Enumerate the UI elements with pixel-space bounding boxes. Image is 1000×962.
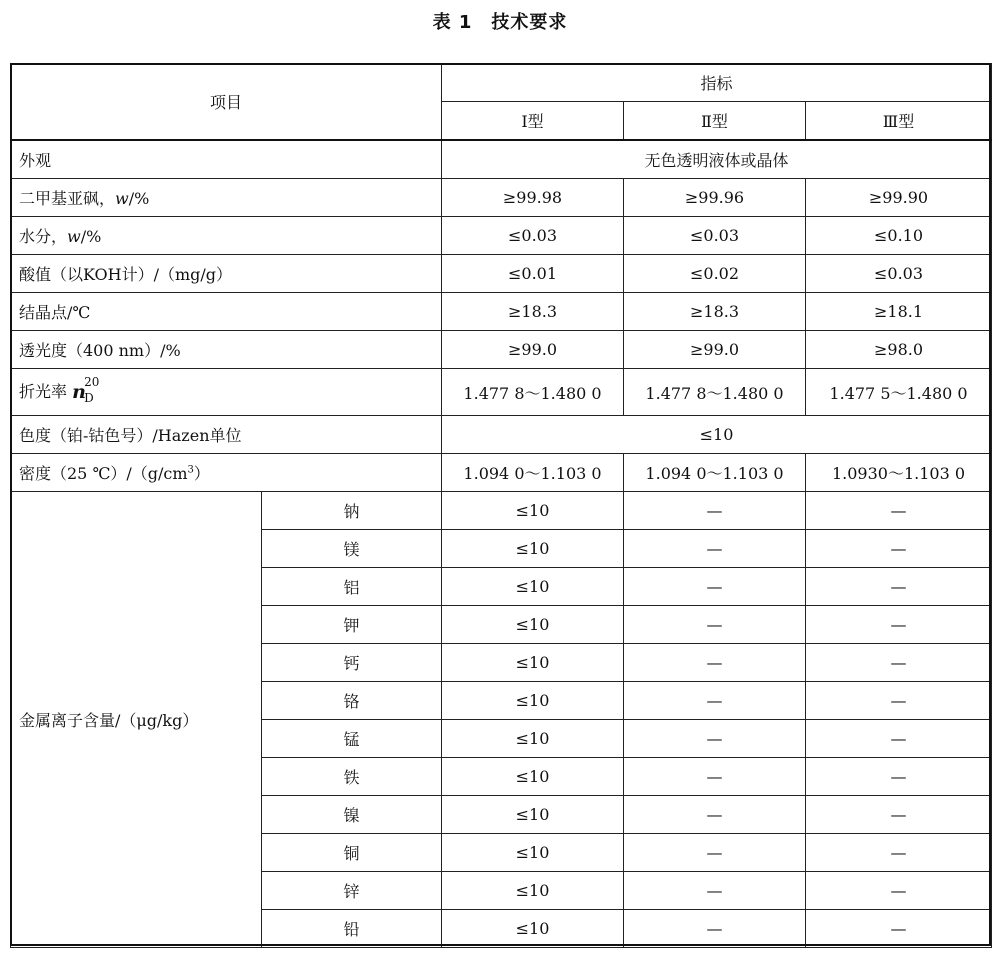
row-dmso xyxy=(11,179,992,217)
row-label: 色度（铂-钴色号）/Hazen单位 xyxy=(11,416,442,454)
value-type-1: ≤10 xyxy=(442,758,624,796)
value-type-3: — xyxy=(806,644,992,682)
value-type-2: ≥18.3 xyxy=(624,293,806,331)
value-type-3: — xyxy=(806,720,992,758)
value-type-3: ≥18.1 xyxy=(806,293,992,331)
value-type-1: ≤10 xyxy=(442,492,624,530)
value-type-1: ≥18.3 xyxy=(442,293,624,331)
value-type-3: 1.477 5～1.480 0 xyxy=(806,369,992,416)
row-crystal xyxy=(11,293,992,331)
value-type-1: 1.094 0～1.103 0 xyxy=(442,454,624,492)
value-type-2: ≤0.03 xyxy=(624,217,806,255)
metal-name: 铝 xyxy=(262,568,442,606)
metal-name: 锌 xyxy=(262,872,442,910)
row-label: 密度（25 $℃)/(g/cm^3)$ xyxy=(11,454,442,492)
value-type-2: — xyxy=(624,910,806,948)
header-type-3: Ⅲ型 xyxy=(806,102,992,141)
table-title: 表 1 技术要求 xyxy=(432,12,568,33)
metal-name: 镁 xyxy=(262,530,442,568)
value-type-2: ≥99.96 xyxy=(624,179,806,217)
value-type-2: — xyxy=(624,720,806,758)
metals-label: 金属离子含量/（μg/kg） xyxy=(11,492,262,948)
value-type-2: — xyxy=(624,682,806,720)
metal-name: 铜 xyxy=(262,834,442,872)
value-type-2: — xyxy=(624,568,806,606)
row-label: 结晶点/℃ xyxy=(11,293,442,331)
value-type-2: — xyxy=(624,872,806,910)
header-type-2: Ⅱ型 xyxy=(624,102,806,141)
row-density xyxy=(11,454,992,492)
metal-name: 铬 xyxy=(262,682,442,720)
value-type-1: ≤10 xyxy=(442,834,624,872)
value-type-1: 1.477 8～1.480 0 xyxy=(442,369,624,416)
row-transmittance xyxy=(11,331,992,369)
value-type-3: — xyxy=(806,568,992,606)
refractive-symbol: n 20 D xyxy=(72,375,100,406)
metal-name: 钠 xyxy=(262,492,442,530)
metal-name: 铅 xyxy=(262,910,442,948)
value-type-3: 1.0930～1.103 0 xyxy=(806,454,992,492)
header-type-1: Ⅰ型 xyxy=(442,102,624,141)
row-label: 折光率 n 20 D xyxy=(11,369,442,416)
spec-table xyxy=(10,63,992,948)
value-type-3: — xyxy=(806,492,992,530)
row-value: ≤10 xyxy=(442,416,992,454)
row-label: 酸值（以KOH计）/（mg/g） xyxy=(11,255,442,293)
header-item: 项目 xyxy=(11,64,442,141)
header-indicator: 指标 xyxy=(442,64,992,102)
value-type-3: — xyxy=(806,606,992,644)
value-type-2: 1.477 8～1.480 0 xyxy=(624,369,806,416)
row-label: 二甲基亚砜，w/% xyxy=(11,179,442,217)
value-type-3: ≤0.03 xyxy=(806,255,992,293)
value-type-1: ≤10 xyxy=(442,682,624,720)
value-type-3: — xyxy=(806,872,992,910)
value-type-2: — xyxy=(624,758,806,796)
value-type-3: — xyxy=(806,796,992,834)
value-type-3: — xyxy=(806,758,992,796)
row-water xyxy=(11,217,992,255)
value-type-1: ≤10 xyxy=(442,796,624,834)
value-type-1: ≥99.0 xyxy=(442,331,624,369)
metal-name: 钾 xyxy=(262,606,442,644)
row-acid xyxy=(11,255,992,293)
value-type-3: ≥98.0 xyxy=(806,331,992,369)
value-type-2: ≤0.02 xyxy=(624,255,806,293)
value-type-3: — xyxy=(806,834,992,872)
value-type-2: — xyxy=(624,606,806,644)
value-type-1: ≤10 xyxy=(442,910,624,948)
value-type-1: ≤10 xyxy=(442,720,624,758)
value-type-3: ≥99.90 xyxy=(806,179,992,217)
row-label: 外观 xyxy=(11,140,442,179)
value-type-1: ≤10 xyxy=(442,644,624,682)
metal-name: 钙 xyxy=(262,644,442,682)
metal-name: 镍 xyxy=(262,796,442,834)
value-type-2: 1.094 0～1.103 0 xyxy=(624,454,806,492)
row-value: 无色透明液体或晶体 xyxy=(442,140,992,179)
value-type-3: — xyxy=(806,910,992,948)
metal-row xyxy=(11,492,992,530)
row-appearance xyxy=(11,140,992,179)
value-type-2: ≥99.0 xyxy=(624,331,806,369)
value-type-1: ≤0.01 xyxy=(442,255,624,293)
row-label: 水分，w/% xyxy=(11,217,442,255)
row-color xyxy=(11,416,992,454)
metal-name: 锰 xyxy=(262,720,442,758)
value-type-3: — xyxy=(806,682,992,720)
value-type-2: — xyxy=(624,644,806,682)
value-type-2: — xyxy=(624,530,806,568)
value-type-3: ≤0.10 xyxy=(806,217,992,255)
value-type-3: — xyxy=(806,530,992,568)
row-label: 透光度（400 nm）/% xyxy=(11,331,442,369)
value-type-1: ≤0.03 xyxy=(442,217,624,255)
value-type-1: ≤10 xyxy=(442,568,624,606)
value-type-1: ≥99.98 xyxy=(442,179,624,217)
row-refractive xyxy=(11,369,992,416)
value-type-2: — xyxy=(624,492,806,530)
value-type-1: ≤10 xyxy=(442,530,624,568)
value-type-2: — xyxy=(624,834,806,872)
metal-name: 铁 xyxy=(262,758,442,796)
value-type-1: ≤10 xyxy=(442,606,624,644)
value-type-2: — xyxy=(624,796,806,834)
value-type-1: ≤10 xyxy=(442,872,624,910)
